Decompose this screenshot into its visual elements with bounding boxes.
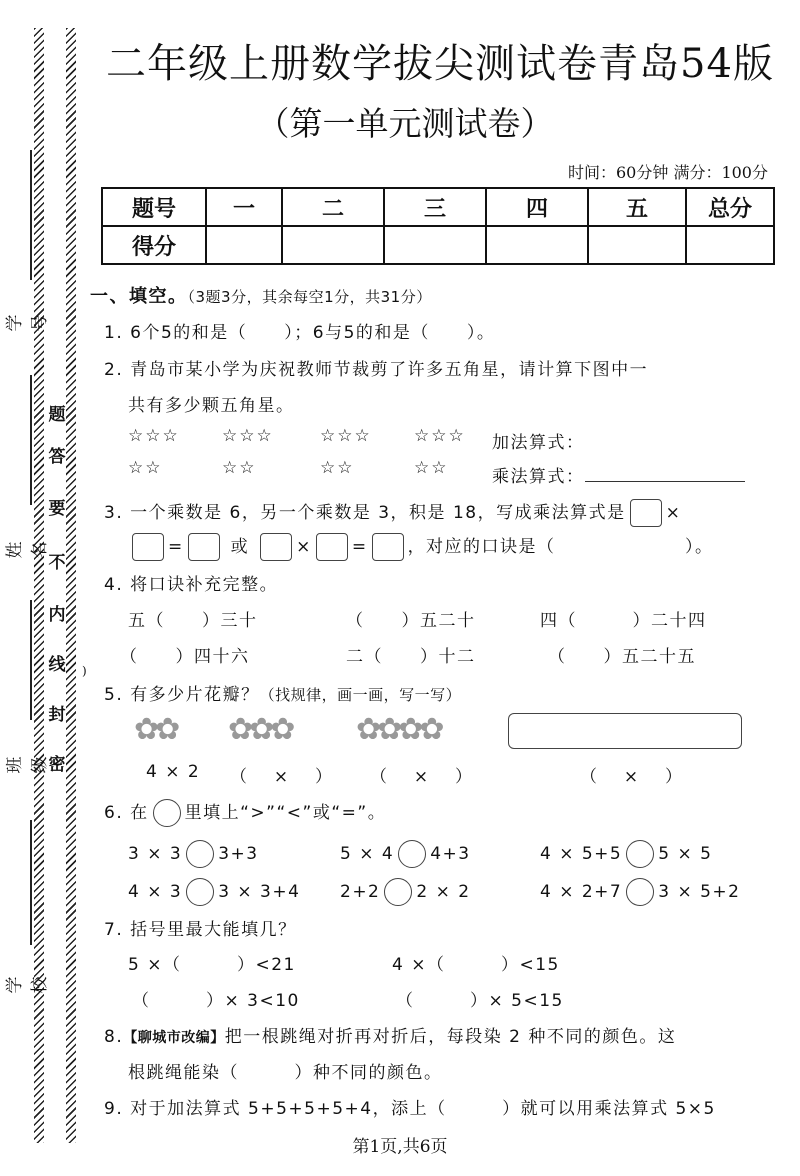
- rhyme-item: 五（ ）三十: [128, 611, 258, 631]
- multiply-label: 乘法算式：: [492, 467, 585, 487]
- rhyme-item: 二（ ）十二: [346, 647, 476, 667]
- times-sign: ×: [665, 503, 682, 523]
- seal-char: 题: [48, 405, 66, 425]
- question-9: 9. 对于加法算式 5+5+5+5+4，添上（ ）就可以用乘法算式 5×5: [104, 1099, 716, 1119]
- compare-item: 4 × 3 3 × 3+4: [128, 878, 300, 906]
- times-sign: ×: [296, 537, 312, 557]
- score-table-score-row: [102, 226, 774, 264]
- rhyme-item: （ ）四十六: [120, 647, 250, 667]
- multiply-label-row: [492, 462, 745, 487]
- question-5-note: （找规律，画一画，写一写）: [259, 686, 462, 704]
- question-6-text-a: 6. 在: [104, 803, 149, 823]
- table-cell: 四: [486, 188, 588, 226]
- question-5-text: 5. 有多少片花瓣？: [104, 685, 260, 705]
- section-heading: [90, 282, 432, 308]
- fill-item: 4 ×（ ）<15: [392, 955, 560, 975]
- side-line-name: [30, 375, 32, 505]
- question-7-title: 7. 括号里最大能填几？: [104, 920, 297, 940]
- flower-expression: 4 × 2: [146, 762, 201, 782]
- score-input-cell[interactable]: [206, 226, 282, 264]
- compare-item: 2+2 2 × 2: [340, 878, 471, 906]
- question-2-line1: 2. 青岛市某小学为庆祝教师节裁剪了许多五角星，请计算下图中一: [104, 360, 649, 380]
- score-input-cell[interactable]: [282, 226, 384, 264]
- side-label-school: 学校: [5, 976, 50, 994]
- question-3-line2: [128, 532, 714, 561]
- page-subtitle: （第一单元测试卷）: [256, 104, 554, 143]
- or-text: 或: [230, 537, 250, 557]
- score-input-cell[interactable]: [486, 226, 588, 264]
- compare-circle[interactable]: [626, 878, 654, 906]
- star-group: ☆☆: [128, 458, 163, 478]
- question-1: 1. 6个5的和是（ ）；6与5的和是（ ）。: [104, 323, 496, 343]
- answer-box[interactable]: [372, 533, 404, 561]
- side-line-school: [30, 820, 32, 945]
- compare-item: 4 × 2+7 3 × 5+2: [540, 878, 741, 906]
- drawing-box[interactable]: [508, 713, 742, 749]
- seal-char: 线: [48, 655, 66, 675]
- answer-box[interactable]: [260, 533, 292, 561]
- star-group: ☆☆: [222, 458, 257, 478]
- question-5-title: [104, 680, 461, 705]
- compare-circle: [153, 799, 181, 827]
- flower-icon: ✿✿✿✿: [356, 712, 441, 747]
- rhyme-item: 四（ ）二十四: [540, 611, 707, 631]
- star-group: ☆☆: [414, 458, 449, 478]
- score-input-cell[interactable]: [588, 226, 686, 264]
- page-number: 第1页,共6页: [352, 1137, 448, 1157]
- table-cell: 一: [206, 188, 282, 226]
- eq-sign: =: [168, 537, 184, 557]
- question-8-text: 把一根跳绳对折再对折后，每段染 2 种不同的颜色。这: [224, 1027, 677, 1047]
- flower-expression: （ × ）: [230, 767, 334, 787]
- question-source: 【聊城市改编】: [123, 1030, 225, 1046]
- answer-box[interactable]: [630, 499, 662, 527]
- rhyme-item: （ ）五二十: [346, 611, 476, 631]
- star-group: ☆☆☆: [128, 426, 180, 446]
- table-cell: 三: [384, 188, 486, 226]
- compare-item: 3 × 3 3+3: [128, 840, 259, 868]
- side-line-class: [30, 600, 32, 720]
- question-4-title: 4. 将口诀补充完整。: [104, 575, 279, 595]
- seal-char: 答: [48, 447, 66, 467]
- fill-item: 5 ×（ ）<21: [128, 955, 296, 975]
- star-group: ☆☆☆: [414, 426, 466, 446]
- flower-expression: （ × ）: [370, 767, 474, 787]
- table-cell: 总分: [686, 188, 774, 226]
- question-8-line2: 根跳绳能染（ ）种不同的颜色。: [128, 1063, 443, 1083]
- section-title: 一、填空。: [90, 286, 188, 307]
- seal-char: 要: [48, 499, 66, 519]
- answer-line[interactable]: [585, 465, 745, 482]
- side-label-name: 姓名: [5, 541, 50, 559]
- answer-box[interactable]: [316, 533, 348, 561]
- compare-circle[interactable]: [186, 878, 214, 906]
- answer-box[interactable]: [188, 533, 220, 561]
- question-3-line1: [104, 498, 681, 527]
- seal-char: 封: [48, 705, 66, 725]
- bracket-mark: ): [82, 664, 87, 678]
- score-input-cell[interactable]: [686, 226, 774, 264]
- flower-expression: （ × ）: [580, 767, 684, 787]
- compare-item: 4 × 5+5 5 × 5: [540, 840, 712, 868]
- question-6-text-b: 里填上“>”“<”或“=”。: [184, 803, 387, 823]
- answer-box[interactable]: [132, 533, 164, 561]
- table-cell: 二: [282, 188, 384, 226]
- star-group: ☆☆☆: [320, 426, 372, 446]
- eq-sign: =: [351, 537, 368, 557]
- flower-icon: ✿✿✿: [228, 712, 292, 747]
- rhyme-item: （ ）五二十五: [548, 647, 696, 667]
- side-line-student-id: [30, 150, 32, 280]
- seal-char: 密: [48, 755, 66, 775]
- table-cell: 五: [588, 188, 686, 226]
- compare-circle[interactable]: [626, 840, 654, 868]
- fill-item: （ ）× 5<15: [396, 991, 564, 1011]
- time-info: 时间：60分钟 满分：100分: [568, 163, 768, 182]
- score-table: [101, 187, 775, 265]
- score-table-header-row: [102, 188, 774, 226]
- binding-hatch-right: [66, 28, 76, 1143]
- star-group: ☆☆☆: [222, 426, 274, 446]
- question-8-line1: 8.【聊城市改编】把一根跳绳对折再对折后，每段染 2 种不同的颜色。这: [104, 1027, 677, 1047]
- compare-circle[interactable]: [398, 840, 426, 868]
- score-input-cell[interactable]: [384, 226, 486, 264]
- table-cell: 题号: [102, 188, 206, 226]
- side-label-class: 班级: [5, 756, 50, 774]
- table-cell: 得分: [102, 226, 206, 264]
- star-group: ☆☆: [320, 458, 355, 478]
- flower-icon: ✿✿: [134, 712, 177, 747]
- seal-char: 不: [48, 553, 66, 573]
- side-label-student-id: 学号: [5, 314, 50, 332]
- question-2-line2: 共有多少颗五角星。: [128, 396, 295, 416]
- question-3-text: 3. 一个乘数是 6，另一个乘数是 3，积是 18，写成乘法算式是: [104, 503, 626, 523]
- seal-char: 内: [48, 605, 66, 625]
- fill-item: （ ）× 3<10: [132, 991, 300, 1011]
- compare-circle[interactable]: [384, 878, 412, 906]
- section-note: （3题3分，其余每空1分，共31分）: [187, 288, 432, 306]
- add-label: 加法算式：: [492, 433, 585, 453]
- question-3-tail: ，对应的口诀是（ ）。: [407, 537, 714, 557]
- page-title: 二年级上册数学拔尖测试卷青岛54版: [106, 41, 774, 87]
- compare-item: 5 × 4 4+3: [340, 840, 471, 868]
- compare-circle[interactable]: [186, 840, 214, 868]
- question-6-title: [104, 798, 386, 827]
